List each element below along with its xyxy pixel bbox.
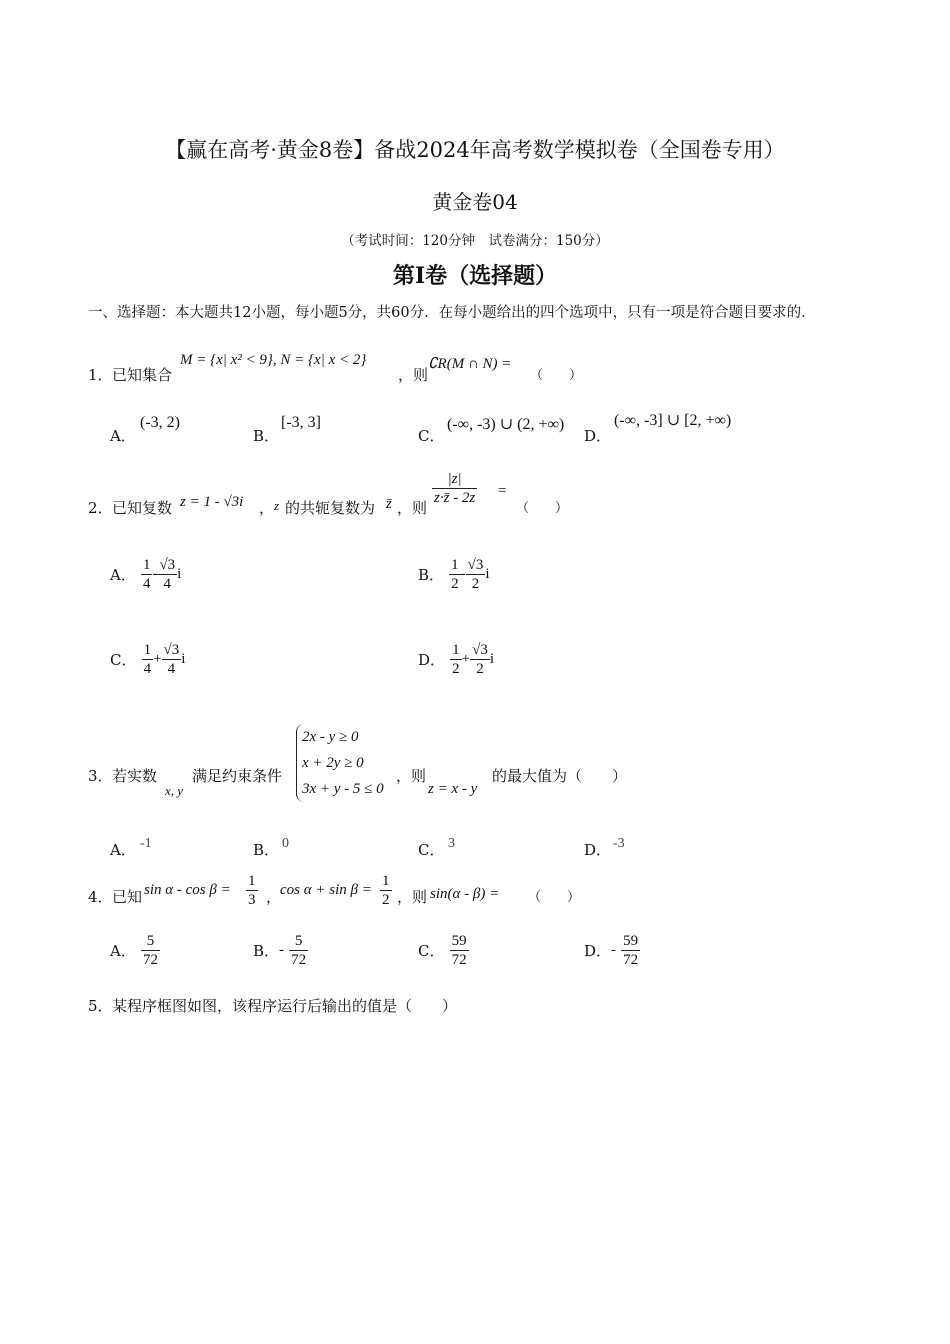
option-c-value: 3 xyxy=(448,836,455,851)
option-label: B． xyxy=(253,942,280,960)
variable-z: z xyxy=(274,498,280,513)
option-label: A． xyxy=(110,942,136,960)
option-fraction: $\frac{1}{4}$ xyxy=(143,642,152,677)
option-c xyxy=(418,932,469,969)
question-text: ，则 xyxy=(397,499,428,517)
equation-1-fraction: $\frac{1}{3}$ xyxy=(248,873,256,908)
option-a xyxy=(110,932,160,969)
equation-2-fraction: $\frac{1}{2}$ xyxy=(382,873,390,908)
option-fraction: $\frac{√3}{4}$ xyxy=(163,642,180,677)
question-text: 某程序框图如图，该程序运行后输出的值是（ ） xyxy=(112,997,458,1015)
question-number: 5． xyxy=(88,997,113,1015)
option-c-label: C． xyxy=(418,841,445,859)
answer-blank: （ ） xyxy=(516,501,569,516)
option-fraction: $\frac{√3}{2}$ xyxy=(472,642,488,677)
question-text: 满足约束条件 xyxy=(192,767,283,785)
option-b-label: B． xyxy=(253,841,280,859)
target-expression: sin(α - β) = xyxy=(430,886,500,902)
fraction-numerator: |z| xyxy=(432,470,477,489)
option-label: C． xyxy=(418,942,445,960)
question-text: 已知复数 xyxy=(112,499,173,517)
option-d-value: -3 xyxy=(613,836,625,851)
option-d: D．- $\frac{59}{72}$ xyxy=(584,933,639,968)
option-d-label: D． xyxy=(584,427,612,445)
constraint: 3x + y - 5 ≤ 0 xyxy=(302,781,384,797)
question-text: 已知集合 xyxy=(112,366,173,384)
option-c-label: C． xyxy=(418,427,445,445)
page-title: 【赢在高考·黄金8卷】备战2024年高考数学模拟卷（全国卷专用） xyxy=(165,138,785,162)
option-a: A． $\frac{1}{4}$ - $\frac{√3}{4}$ i xyxy=(110,557,182,592)
question-text: 的最大值为（ ） xyxy=(492,767,628,785)
option-c: C． $\frac{1}{4}$ + $\frac{√3}{4}$ i xyxy=(110,642,186,677)
option-label: D． xyxy=(418,651,446,669)
question-text: 已知 xyxy=(112,888,143,906)
part-heading: 一、选择题：本大题共12小题，每小题5分，共60分．在每小题给出的四个选项中，只有一项是符合题目要求的． xyxy=(88,305,816,321)
question-text: 的共轭复数为 xyxy=(285,499,376,517)
option-fraction: $\frac{1}{2}$ xyxy=(451,557,459,592)
option-fraction: $\frac{5}{72}$ xyxy=(291,933,307,968)
constraint: 2x - y ≥ 0 xyxy=(302,729,359,745)
option-a-label: A． xyxy=(110,427,136,445)
set-expression: M = {x| x² < 9}, N = {x| x < 2} xyxy=(180,352,367,368)
complex-definition: z = 1 - √3i xyxy=(180,494,244,510)
option-fraction: $\frac{1}{4}$ xyxy=(142,557,151,592)
question-text: ，则 xyxy=(398,366,429,384)
option-a-value: -1 xyxy=(140,836,152,851)
option-b-label: B． xyxy=(253,427,280,445)
equals-sign: = xyxy=(498,483,507,499)
separator: ， xyxy=(266,888,282,906)
option-fraction: $\frac{59}{72}$ xyxy=(623,933,639,968)
option-d: D． $\frac{1}{2}$ + $\frac{√3}{2}$ i xyxy=(418,642,494,677)
question-number: 2． xyxy=(88,499,113,517)
question-number: 4． xyxy=(88,888,113,906)
option-b-value: [-3, 3] xyxy=(281,414,321,431)
option-label: B． xyxy=(418,566,445,584)
option-fraction: $\frac{√3}{4}$ xyxy=(159,557,176,592)
answer-blank: （ ） xyxy=(528,890,581,905)
option-fraction: $\frac{1}{2}$ xyxy=(452,642,460,677)
paper-subtitle: 黄金卷04 xyxy=(432,190,518,214)
option-d-label: D． xyxy=(584,841,612,859)
option-fraction: $\frac{5}{72}$ xyxy=(142,933,158,968)
option-d-value: (-∞, -3] ∪ [2, +∞) xyxy=(614,412,732,429)
question-number: 3． xyxy=(88,767,113,785)
equation-1: sin α - cos β = xyxy=(144,882,231,898)
objective-function: z = x - y xyxy=(428,781,478,797)
question-text: ，则 xyxy=(396,767,427,785)
constraint: x + 2y ≥ 0 xyxy=(302,755,364,771)
option-a-value: (-3, 2) xyxy=(140,414,180,431)
question-text: ， xyxy=(259,499,275,517)
fraction-denominator: z·z̄ - 2z xyxy=(434,490,476,506)
option-label: D． xyxy=(584,942,612,960)
answer-blank: （ ） xyxy=(530,368,583,383)
question-text: ，则 xyxy=(397,888,428,906)
constraint-system xyxy=(296,724,384,802)
question-text: 若实数 xyxy=(112,767,158,785)
option-b-value: 0 xyxy=(282,836,289,851)
exam-info: （考试时间：120分钟 试卷满分：150分） xyxy=(341,233,609,249)
question-number: 1． xyxy=(88,366,113,384)
option-label: A． xyxy=(110,566,136,584)
expression-fraction xyxy=(432,470,477,507)
variables: x, y xyxy=(165,783,184,798)
option-fraction: $\frac{59}{72}$ xyxy=(451,933,467,968)
option-b: B．- $\frac{5}{72}$ xyxy=(253,933,307,968)
option-c-value: (-∞, -3) ∪ (2, +∞) xyxy=(447,416,565,433)
section-title: 第I卷（选择题） xyxy=(392,263,558,289)
option-label: C． xyxy=(110,651,137,669)
complement-expression: ∁R(M ∩ N) = xyxy=(428,356,512,372)
option-fraction: $\frac{√3}{2}$ xyxy=(467,557,484,592)
option-b: B． $\frac{1}{2}$ - $\frac{√3}{2}$ i xyxy=(418,557,490,592)
equation-2: cos α + sin β = xyxy=(280,882,372,898)
variable-zbar: z̄ xyxy=(386,496,392,512)
option-a-label: A． xyxy=(110,841,136,859)
